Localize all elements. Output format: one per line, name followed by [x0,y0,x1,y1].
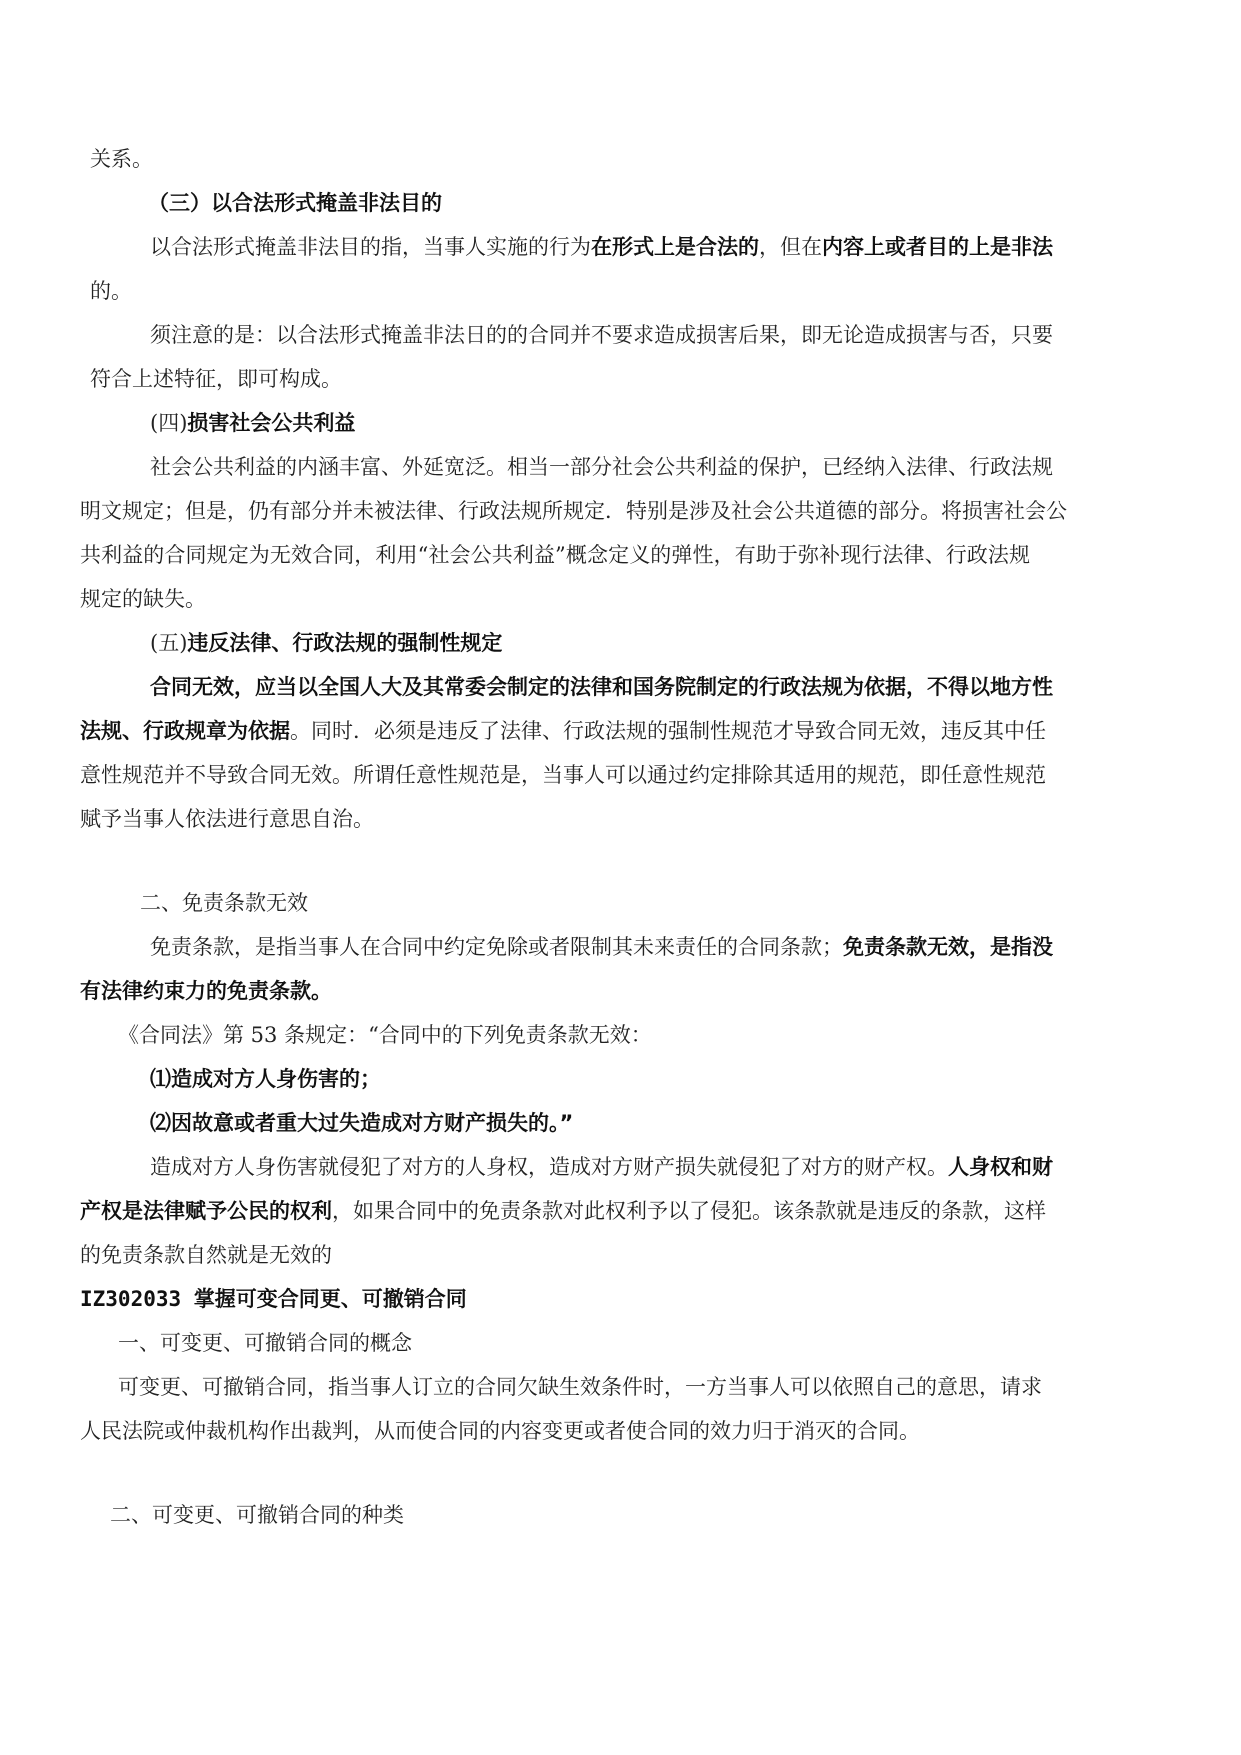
text-run: 共利益的合同规定为无效合同，利用“社会公共利益”概念定义的弹性，有助于弥补现行法律、行政法规 [80,543,1030,567]
bold-text-run: 法规、行政规章为依据 [80,719,290,743]
text-run: （三）以合法形式掩盖非法目的 [148,191,442,215]
text-run: (四) [150,411,188,435]
text-run: 社会公共利益的内涵丰富、外延宽泛。相当一部分社会公共利益的保护，已经纳入法律、行政法规 [150,455,1053,479]
paragraph-line [80,1414,1140,1448]
text-run: 《合同法》第 53 条规定：“合同中的下列免责条款无效： [118,1023,652,1047]
text-run: 二、可变更、可撤销合同的种类 [110,1503,404,1527]
text-run: (五) [150,631,188,655]
bold-text-run: 人身权和财 [948,1155,1053,1179]
section-heading [148,186,1048,220]
paragraph-line [80,582,1140,616]
paragraph-line [150,318,1053,352]
section-heading [150,626,1050,660]
text-run: 符合上述特征，即可构成。 [90,367,342,391]
paragraph-line [80,758,1046,792]
paragraph-line [80,714,1046,748]
text-run: 规定的缺失。 [80,587,206,611]
paragraph-line [150,670,1053,704]
text-run: 赋予当事人依法进行意思自治。 [80,807,374,831]
paragraph-line [90,362,1150,396]
subsection-heading [118,1326,1178,1360]
text-run: 二、免责条款无效 [140,891,308,915]
list-item [150,1062,1210,1096]
list-item [150,1106,1210,1140]
text-run: 的免责条款自然就是无效的 [80,1243,332,1267]
paragraph-line [150,230,1053,264]
paragraph-line [80,802,1140,836]
bold-text-run: 产权是法律赋予公民的权利 [80,1199,332,1223]
text-run: IZ302033 掌握可变合同更、可撤销合同 [80,1287,467,1311]
paragraph-line [118,1370,1042,1404]
section-heading [150,406,1050,440]
paragraph-line [80,1194,1046,1228]
text-run: 以合法形式掩盖非法目的指，当事人实施的行为 [150,235,591,259]
section-heading [80,1282,1140,1316]
paragraph-line [80,538,1030,572]
paragraph-line [80,494,1067,528]
bold-text-run: 内容上或者目的上是非法 [822,235,1053,259]
bold-text-run: 损害社会公共利益 [187,411,356,435]
text-run: 有法律约束力的免责条款。 [80,979,332,1003]
text-run: ，但在 [759,235,822,259]
text-run: 人民法院或仲裁机构作出裁判，从而使合同的内容变更或者使合同的效力归于消灭的合同。 [80,1419,920,1443]
text-run: ⑵因故意或者重大过失造成对方财产损失的。” [150,1111,574,1135]
text-run: 合同无效，应当以全国人大及其常委会制定的法律和国务院制定的行政法规为依据，不得以地方性 [150,675,1053,699]
bold-text-run: 免责条款无效，是指没 [843,935,1053,959]
text-run: 造成对方人身伤害就侵犯了对方的人身权，造成对方财产损失就侵犯了对方的财产权。 [150,1155,948,1179]
paragraph-line [150,450,1053,484]
bold-text-run: 在形式上是合法的 [591,235,759,259]
text-run: 。同时．必须是违反了法律、行政法规的强制性规范才导致合同无效，违反其中任 [290,719,1046,743]
bold-text-run: 违反法律、行政法规的强制性规定 [187,631,503,655]
subsection-heading [110,1498,1170,1532]
paragraph-line [150,1150,1053,1184]
paragraph-line [80,1238,1140,1272]
section-heading [140,886,1040,920]
paragraph-line [90,274,1150,308]
text-run: 意性规范并不导致合同无效。所谓任意性规范是，当事人可以通过约定排除其适用的规范，即任意性规范 [80,763,1046,787]
paragraph-line [118,1018,1178,1052]
text-run: 的。 [90,279,132,303]
paragraph-line [90,142,1150,176]
text-run: 免责条款，是指当事人在合同中约定免除或者限制其未来责任的合同条款； [150,935,843,959]
text-run: 明文规定；但是，仍有部分并未被法律、行政法规所规定．特别是涉及社会公共道德的部分。将损害社会公 [80,499,1067,523]
text-run: 须注意的是：以合法形式掩盖非法日的的合同并不要求造成损害后果，即无论造成损害与否，只要 [150,323,1053,347]
paragraph-line [80,974,1140,1008]
text-run: 关系。 [90,147,153,171]
text-run: 一、可变更、可撤销合同的概念 [118,1331,412,1355]
paragraph-line [150,930,1053,964]
text-run: ，如果合同中的免责条款对此权利予以了侵犯。该条款就是违反的条款，这样 [332,1199,1046,1223]
text-run: 可变更、可撤销合同，指当事人订立的合同欠缺生效条件时，一方当事人可以依照自己的意思，请求 [118,1375,1042,1399]
text-run: ⑴造成对方人身伤害的； [150,1067,381,1091]
